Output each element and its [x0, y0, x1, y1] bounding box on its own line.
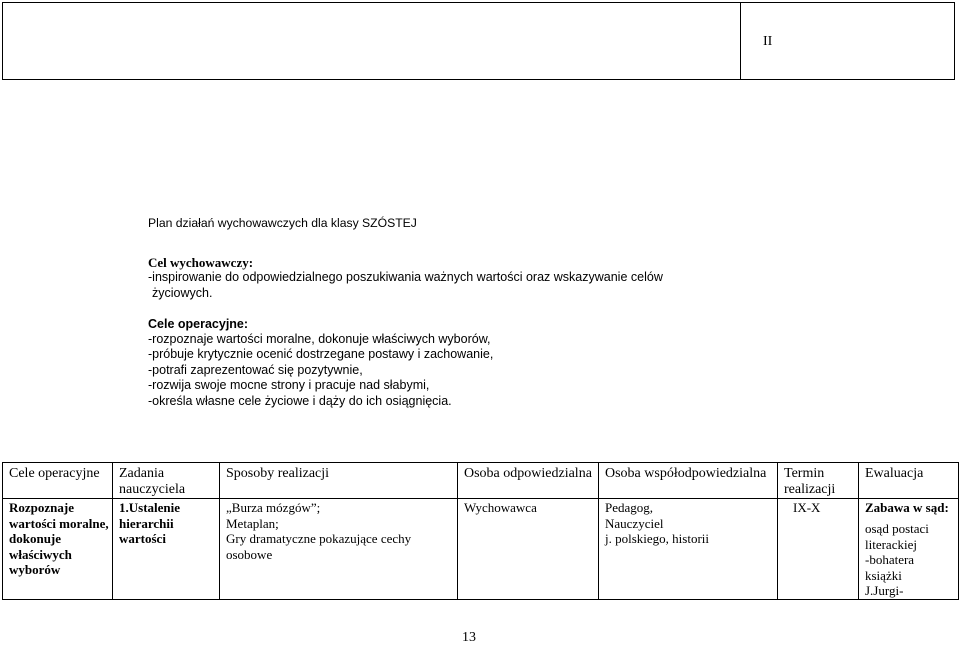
- plan-title: Plan działań wychowawczych dla klasy SZÓSTEJ: [148, 216, 417, 230]
- cell-line: osąd postaci: [865, 521, 929, 536]
- cell-line: 1.Ustalenie: [119, 500, 181, 515]
- header-line: Osoba odpowiedzialna: [464, 466, 592, 481]
- cell-line: J.Jurgi-: [865, 583, 904, 599]
- table-row: [3, 499, 959, 600]
- header-methods: [220, 463, 458, 499]
- objective-item: -potrafi zaprezentować się pozytywnie,: [148, 362, 363, 377]
- header-line: Sposoby realizacji: [226, 466, 330, 481]
- header-line: Zadania: [119, 466, 165, 481]
- header-responsible: [458, 463, 599, 499]
- cell-line: Gry dramatyczne pokazujące cechy: [226, 531, 412, 546]
- evaluation-heading: Zabawa w sąd:: [865, 500, 949, 515]
- page-number: 13: [462, 630, 476, 645]
- objective-item: -rozpoznaje wartości moralne, dokonuje właściwych wyborów,: [148, 332, 491, 347]
- header-line: Ewaluacja: [865, 466, 924, 481]
- cell-line: właściwych: [9, 546, 72, 562]
- cell-line: -bohatera: [865, 552, 915, 568]
- cell-line: książki: [865, 567, 902, 583]
- header-evaluation: [859, 463, 959, 499]
- objective-item: -określa własne cele życiowe i dąży do ich osiągnięcia.: [148, 393, 452, 408]
- cell-line: literackiej: [865, 536, 917, 552]
- cell-line: Metaplan;: [226, 515, 279, 531]
- cell-line: Rozpoznaje: [9, 500, 74, 515]
- cell-co-responsible: [599, 499, 778, 600]
- cell-line: osobowe: [226, 546, 273, 562]
- header-goals: [3, 463, 113, 499]
- cell-deadline: [778, 499, 859, 600]
- cell-line: wartości: [119, 531, 166, 546]
- goal-heading: Cel wychowawczy:: [148, 255, 254, 270]
- cell-task: [113, 499, 220, 600]
- cell-responsible: [458, 499, 599, 600]
- objective-item: -rozwija swoje mocne strony i pracuje nad słabymi,: [148, 378, 430, 393]
- plan-body: [148, 255, 663, 409]
- goal-text: [148, 270, 663, 301]
- cell-line: wartości moralne,: [9, 515, 109, 531]
- top-box-divider: [740, 3, 741, 79]
- cell-line: j. polskiego, historii: [605, 531, 709, 546]
- table-header-row: [3, 463, 959, 499]
- cell-line: Wychowawca: [464, 500, 537, 515]
- section-label: II: [763, 34, 773, 49]
- cell-line: dokonuje: [9, 531, 62, 546]
- goal-line: -inspirowanie do odpowiedzialnego poszukiwania ważnych wartości oraz wskazywanie celów: [148, 270, 663, 285]
- objective-item: -próbuje krytycznie ocenić dostrzegane postawy i zachowanie,: [148, 347, 494, 362]
- header-co-responsible: [599, 463, 778, 499]
- cell-line: wyborów: [9, 562, 61, 577]
- cell-goal: [3, 499, 113, 600]
- objectives-heading: Cele operacyjne:: [148, 316, 249, 331]
- header-line: Osoba współodpowiedzialna: [605, 466, 767, 481]
- objectives-list: [148, 332, 663, 409]
- plan-table: [2, 462, 959, 600]
- cell-line: Nauczyciel: [605, 515, 664, 531]
- header-line: nauczyciela: [119, 482, 186, 497]
- cell-evaluation: [859, 499, 959, 600]
- header-line: Termin: [784, 466, 825, 481]
- header-deadline: [778, 463, 859, 499]
- cell-line: Pedagog,: [605, 500, 654, 515]
- cell-line: IX-X: [793, 500, 821, 515]
- cell-methods: [220, 499, 458, 600]
- goal-line: życiowych.: [152, 285, 213, 300]
- header-line: realizacji: [784, 482, 836, 497]
- header-line: Cele operacyjne: [9, 466, 100, 481]
- cell-line: hierarchii: [119, 515, 174, 531]
- cell-line: „Burza mózgów”;: [226, 500, 321, 515]
- evaluation-text: [865, 521, 958, 599]
- header-teacher-tasks: [113, 463, 220, 499]
- top-header-box: [2, 2, 955, 80]
